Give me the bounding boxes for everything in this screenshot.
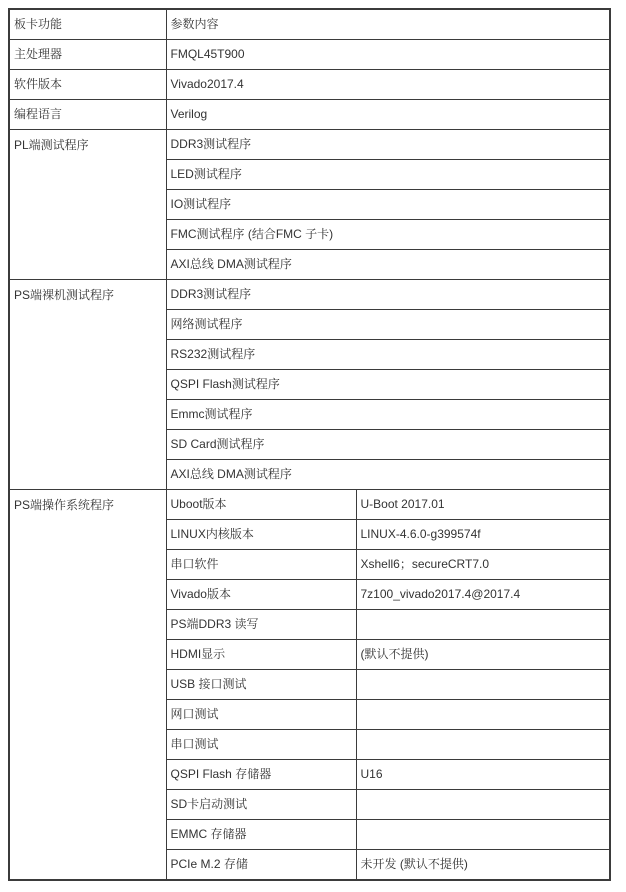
item-value-cell — [356, 820, 610, 850]
item-cell: AXI总线 DMA测试程序 — [166, 250, 610, 280]
section-label-cell: PS端操作系统程序 — [9, 490, 166, 881]
item-name-cell: LINUX内核版本 — [166, 520, 356, 550]
item-value-cell — [356, 670, 610, 700]
row-label-cell: 软件版本 — [9, 70, 166, 100]
item-cell: DDR3测试程序 — [166, 130, 610, 160]
item-value-cell: LINUX-4.6.0-g399574f — [356, 520, 610, 550]
item-name-cell: PCIe M.2 存储 — [166, 850, 356, 881]
item-value-cell: (默认不提供) — [356, 640, 610, 670]
table-row — [9, 130, 610, 160]
item-value-cell — [356, 700, 610, 730]
item-value-cell — [356, 730, 610, 760]
table-row — [9, 100, 610, 130]
item-name-cell: 串口软件 — [166, 550, 356, 580]
item-cell: Emmc测试程序 — [166, 400, 610, 430]
section-label-cell: PL端测试程序 — [9, 130, 166, 280]
item-value-cell: U-Boot 2017.01 — [356, 490, 610, 520]
item-cell: SD Card测试程序 — [166, 430, 610, 460]
item-value-cell — [356, 790, 610, 820]
item-name-cell: EMMC 存储器 — [166, 820, 356, 850]
spec-table — [8, 8, 611, 881]
item-value-cell: U16 — [356, 760, 610, 790]
item-name-cell: PS端DDR3 读写 — [166, 610, 356, 640]
table-row — [9, 280, 610, 310]
item-value-cell: Xshell6；secureCRT7.0 — [356, 550, 610, 580]
table-row — [9, 9, 610, 40]
item-cell: LED测试程序 — [166, 160, 610, 190]
item-name-cell: 串口测试 — [166, 730, 356, 760]
item-cell: IO测试程序 — [166, 190, 610, 220]
row-value-cell: Verilog — [166, 100, 610, 130]
item-name-cell: SD卡启动测试 — [166, 790, 356, 820]
table-row — [9, 70, 610, 100]
row-value-cell: 参数内容 — [166, 9, 610, 40]
row-value-cell: FMQL45T900 — [166, 40, 610, 70]
item-name-cell: 网口测试 — [166, 700, 356, 730]
item-cell: FMC测试程序 (结合FMC 子卡) — [166, 220, 610, 250]
row-label-cell: 主处理器 — [9, 40, 166, 70]
table-row — [9, 40, 610, 70]
section-label-cell: PS端裸机测试程序 — [9, 280, 166, 490]
item-cell: AXI总线 DMA测试程序 — [166, 460, 610, 490]
row-label-cell: 板卡功能 — [9, 9, 166, 40]
item-value-cell: 7z100_vivado2017.4@2017.4 — [356, 580, 610, 610]
item-name-cell: HDMI显示 — [166, 640, 356, 670]
item-value-cell: 未开发 (默认不提供) — [356, 850, 610, 881]
row-label-cell: 编程语言 — [9, 100, 166, 130]
item-cell: RS232测试程序 — [166, 340, 610, 370]
item-name-cell: QSPI Flash 存储器 — [166, 760, 356, 790]
item-name-cell: Vivado版本 — [166, 580, 356, 610]
item-name-cell: Uboot版本 — [166, 490, 356, 520]
item-cell: QSPI Flash测试程序 — [166, 370, 610, 400]
row-value-cell: Vivado2017.4 — [166, 70, 610, 100]
item-cell: 网络测试程序 — [166, 310, 610, 340]
item-cell: DDR3测试程序 — [166, 280, 610, 310]
item-name-cell: USB 接口测试 — [166, 670, 356, 700]
table-row — [9, 490, 610, 520]
item-value-cell — [356, 610, 610, 640]
spec-table-body — [9, 9, 610, 880]
